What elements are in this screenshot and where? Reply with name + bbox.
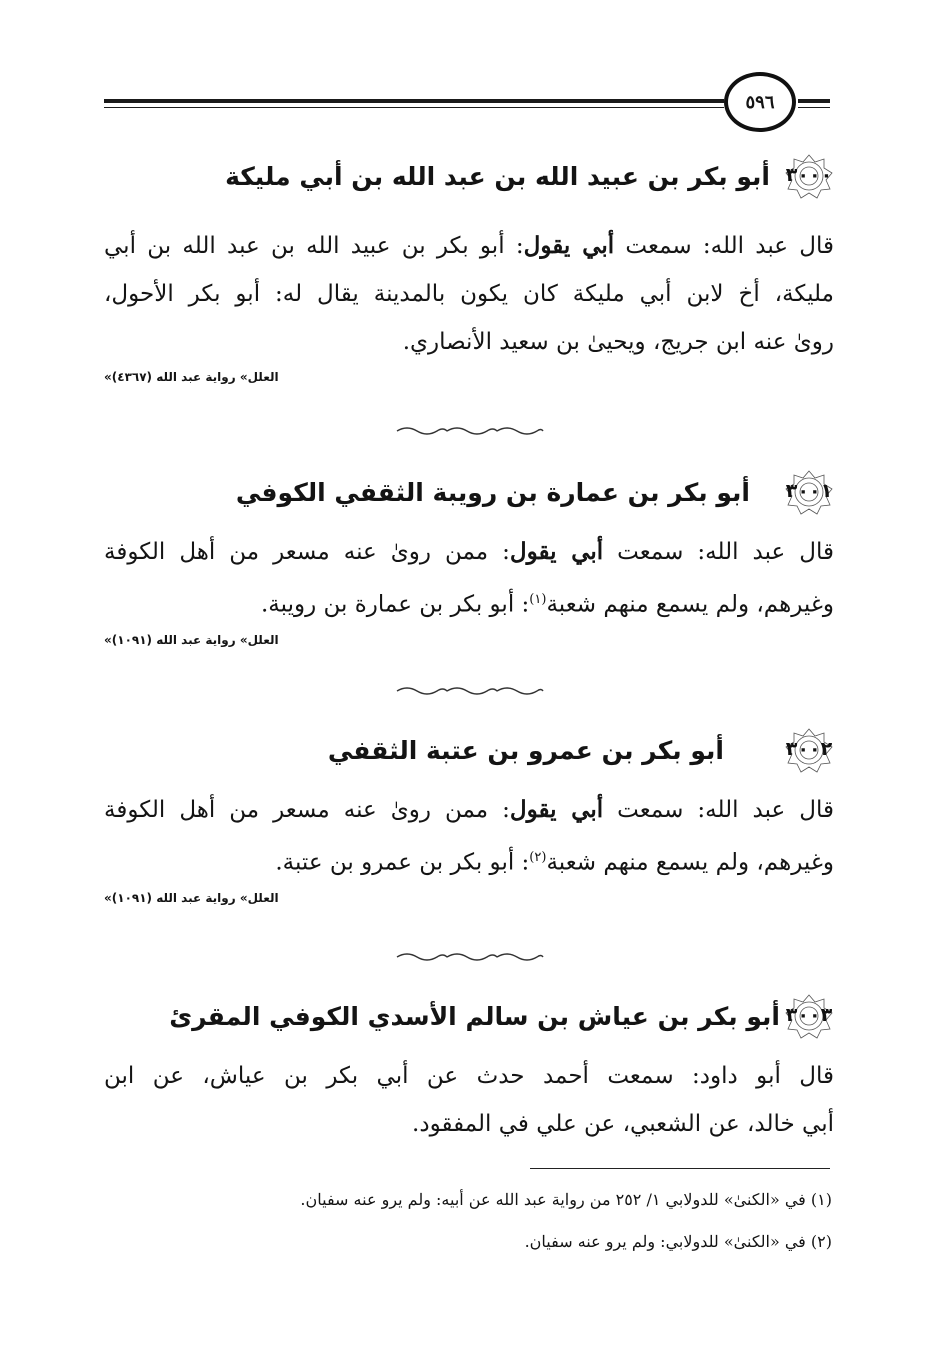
entry-title: أبو بكر بن عبيد الله بن عبد الله بن أبي مليكة	[225, 161, 770, 191]
source-citation: «العلل» رواية عبد الله (١٠٩١)	[104, 890, 279, 905]
entry-heading	[104, 990, 834, 1042]
header-rule-left-thin	[104, 107, 724, 108]
entry-number-medallion	[784, 153, 834, 199]
entry-title: أبو بكر بن عمارة بن رويبة الثقفي الكوفي	[235, 477, 750, 507]
header-rule-right	[798, 99, 830, 103]
source-citation: «العلل» رواية عبد الله (١٠٩١)	[104, 632, 279, 647]
footnote-separator	[530, 1168, 830, 1169]
entry-3003	[104, 990, 834, 1148]
entry-heading	[104, 724, 834, 776]
body-line: قال عبد الله: سمعت أبي يقول: ممن روىٰ عنه مسعر من أهل الكوفة	[104, 796, 834, 823]
entry-3002	[104, 724, 834, 906]
entry-3000	[104, 150, 834, 385]
footnote-1: (١) في «الكنىٰ» للدولابي ١/ ٢٥٢ من رواية عبد الله عن أبيه: ولم يرو عنه سفيان.	[300, 1190, 832, 1209]
section-divider-ornament	[395, 952, 545, 962]
page-number: ٥٩٦	[724, 72, 796, 132]
body-line: قال عبد الله: سمعت أبي يقول: ممن روىٰ عنه مسعر من أهل الكوفة	[104, 538, 834, 565]
entry-number-medallion	[784, 469, 834, 515]
entry-title: أبو بكر بن عياش بن سالم الأسدي الكوفي المقرئ	[169, 1001, 780, 1031]
source-citation: «العلل» رواية عبد الله (٤٣٦٧)	[104, 370, 279, 384]
body-line: أبي خالد، عن الشعبي، عن علي في المفقود.	[412, 1111, 834, 1137]
section-divider-ornament	[395, 426, 545, 436]
section-divider-ornament	[395, 686, 545, 696]
body-line: مليكة، أخ لابن أبي مليكة كان يكون بالمدينة يقال له: أبو بكر الأحول،	[104, 281, 834, 307]
header-rule-left	[104, 99, 724, 103]
entry-number-medallion	[784, 727, 834, 773]
footnote-2: (٢) في «الكنىٰ» للدولابي: ولم يرو عنه سفيان.	[524, 1232, 832, 1251]
entry-number: ٣٠٠٢	[785, 738, 833, 760]
entry-title: أبو بكر بن عمرو بن عتبة الثقفي	[327, 735, 724, 765]
body-line: وغيرهم، ولم يسمع منهم شعبة$^{(٢)}$: أبو بكر بن عمرو بن عتبة.	[275, 849, 834, 876]
entry-number: ٣٠٠١	[785, 480, 833, 502]
entry-number: ٣٠٠٠	[785, 164, 833, 186]
body-line: روىٰ عنه ابن جريج، ويحيىٰ بن سعيد الأنصاري.	[402, 329, 834, 355]
entry-number: ٣٠٠٣	[785, 1004, 833, 1026]
body-line: قال عبد الله: سمعت أبي يقول: أبو بكر بن عبيد الله بن عبد الله بن أبي	[104, 232, 834, 259]
footnote-ref: (١)	[529, 592, 547, 607]
entry-3001	[104, 466, 834, 648]
entry-heading	[104, 150, 834, 202]
body-line: وغيرهم، ولم يسمع منهم شعبة$^{(١)}$: أبو بكر بن عمارة بن رويبة.	[261, 591, 834, 618]
entry-number-medallion	[784, 993, 834, 1039]
header-rule-right-thin	[798, 107, 830, 108]
footnote-ref: (٢)	[529, 850, 547, 865]
entry-heading	[104, 466, 834, 518]
body-line: قال أبو داود: سمعت أحمد حدث عن أبي بكر بن عياش، عن ابن	[104, 1063, 834, 1089]
